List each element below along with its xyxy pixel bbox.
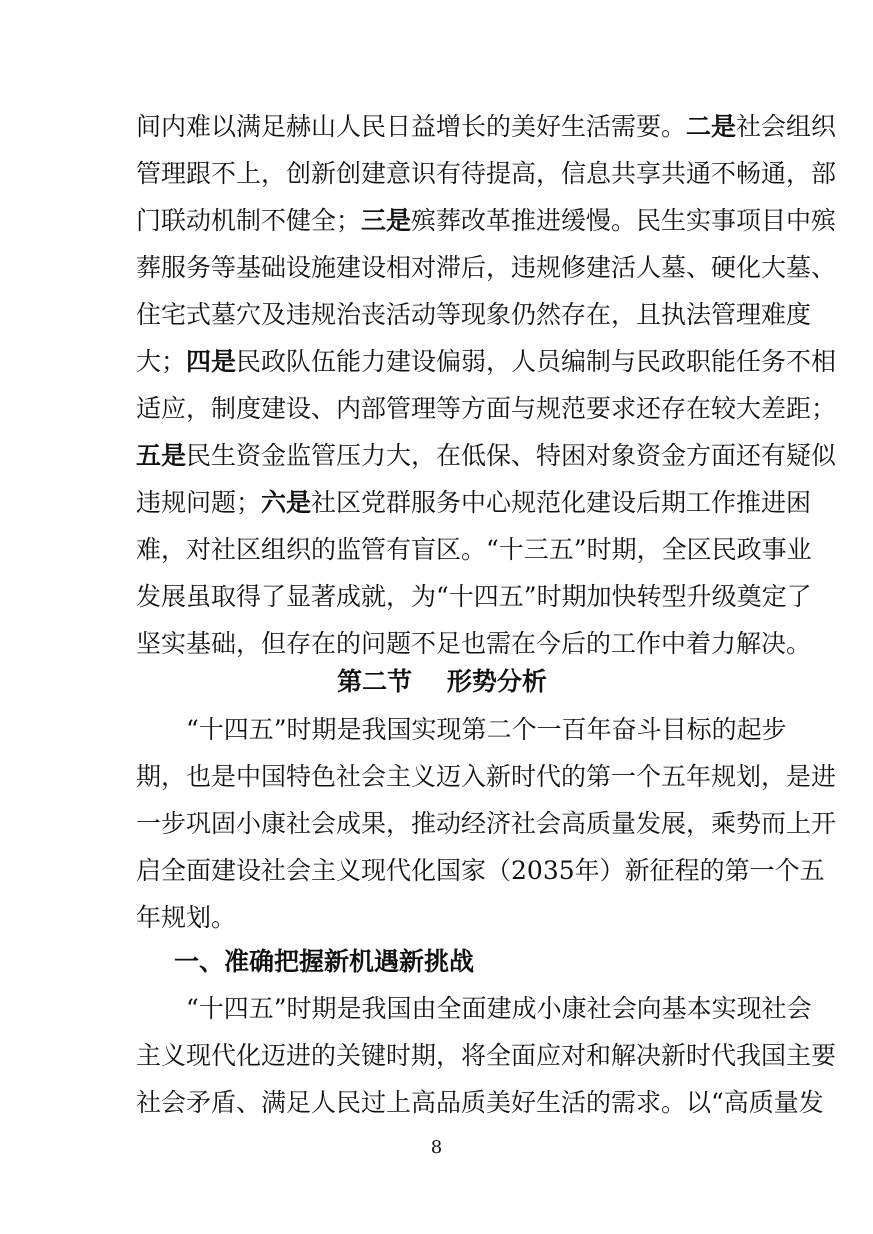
paragraph-line: 年规划。 [136,903,237,932]
paragraph-line: “十四五”时期是我国由全面建成小康社会向基本实现社会 [186,994,812,1023]
bold-run: 三是 [361,206,412,235]
text-run: 间内难以满足赫山人民日益增长的美好生活需要。 [136,112,687,141]
bold-run: 五是 [136,441,187,470]
paragraph-line [136,110,837,144]
text-run: 社区党群服务中心规范化建设后期工作推进困 [311,488,812,517]
paragraph-line: 一步巩固小康社会成果，推动经济社会高质量发展，乘势而上开 [136,809,837,838]
paragraph-line [136,533,812,567]
paragraph-line [136,580,812,614]
text-run: 发展虽取得了显著成就，为“十四五”时期加快转型升级奠定了 [136,582,812,611]
text-run: 葬服务等基础设施建设相对滞后，违规修建活人墓、硬化大墓、 [136,253,837,282]
bold-run: 六是 [261,488,312,517]
paragraph-line: 主义现代化迈进的关键时期，将全面应对和解决新时代我国主要 [136,1041,837,1070]
bold-run: 二是 [686,112,737,141]
paragraph-line: 启全面建设社会主义现代化国家（2035年）新征程的第一个五 [136,856,825,885]
text-run: 住宅式墓穴及违规治丧活动等现象仍然存在，且执法管理难度 [136,300,812,329]
paragraph-line [136,439,837,473]
text-run: 坚实基础，但存在的问题不足也需在今后的工作中着力解决。 [136,629,812,658]
paragraph-line [136,627,812,661]
page-number: 8 [430,1137,443,1158]
text-run: 大； [136,347,187,376]
text-run: 殡葬改革推进缓慢。民生实事项目中殡 [411,206,837,235]
section-title: 第二节 形势分析 [337,667,547,696]
paragraph-line [136,251,837,285]
paragraph-line [136,298,812,332]
text-run: 违规问题； [136,488,262,517]
text-run: 门联动机制不健全； [136,206,362,235]
text-run: 管理跟不上，创新创建意识有待提高，信息共享共通不畅通，部 [136,159,837,188]
subsection-title: 一、准确把握新机遇新挑战 [174,947,475,976]
text-run: 适应，制度建设、内部管理等方面与规范要求还存在较大差距； [136,394,837,423]
paragraph-line [136,392,837,426]
paragraph-line: 期，也是中国特色社会主义迈入新时代的第一个五年规划，是进 [136,762,837,791]
paragraph-line [136,486,812,520]
text-run: 难，对社区组织的监管有盲区。“十三五”时期，全区民政事业 [136,535,812,564]
paragraph-line [136,157,837,191]
text-run: 社会组织 [736,112,837,141]
bold-run: 四是 [186,347,237,376]
text-run: 民生资金监管压力大，在低保、特困对象资金方面还有疑似 [186,441,837,470]
paragraph-line: 社会矛盾、满足人民过上高品质美好生活的需求。以“高质量发 [136,1088,824,1117]
paragraph-line [136,345,837,379]
paragraph-line: “十四五”时期是我国实现第二个一百年奋斗目标的起步 [186,715,787,744]
paragraph-line [136,204,837,238]
text-run: 民政队伍能力建设偏弱，人员编制与民政职能任务不相 [236,347,837,376]
